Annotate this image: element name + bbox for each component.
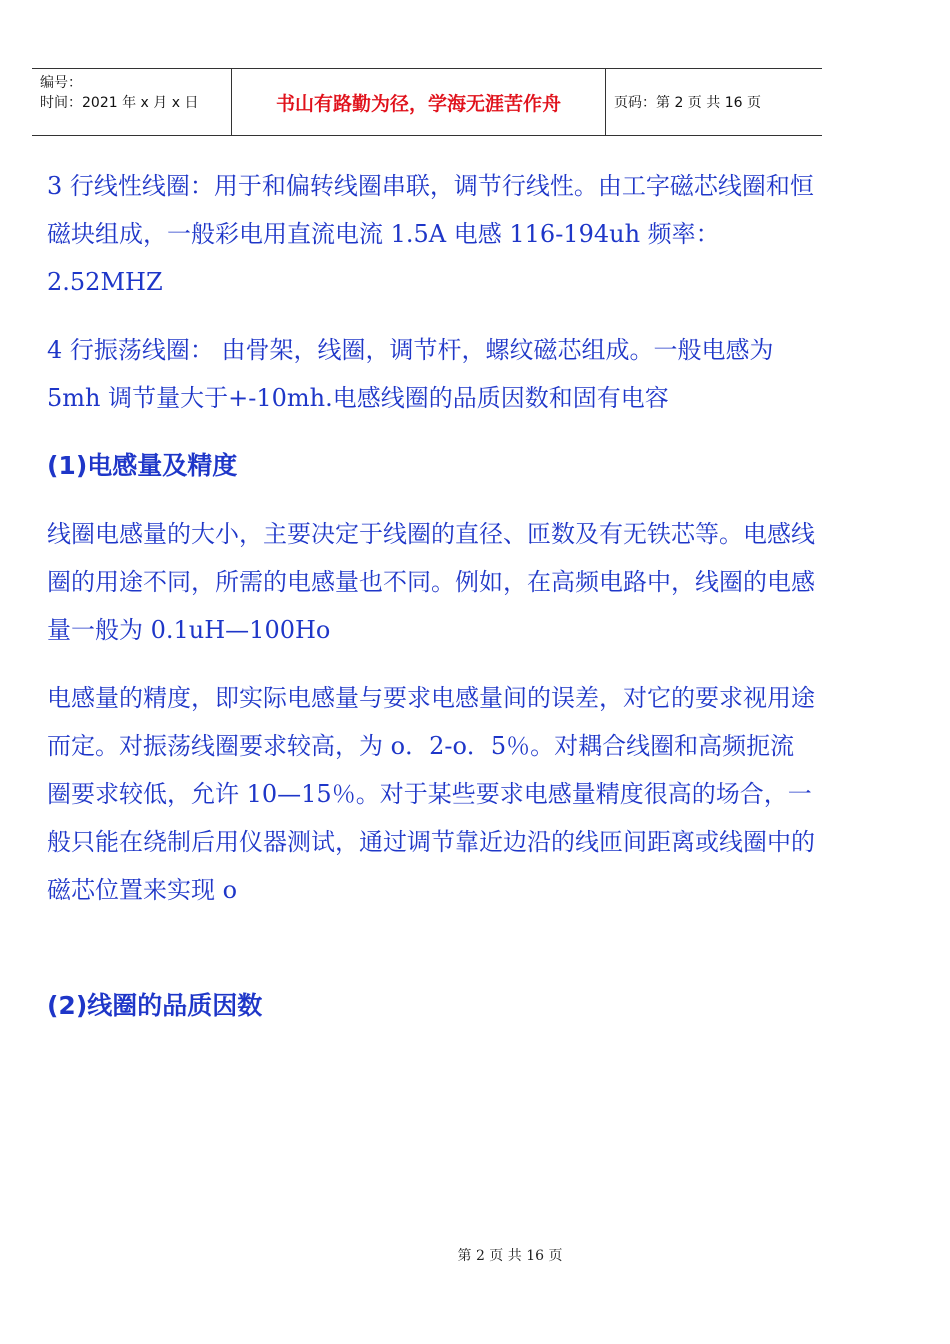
section-heading-inductance: (1)电感量及精度 [47,451,238,480]
section-heading-quality-factor: (2)线圈的品质因数 [47,991,263,1020]
header-motto: 书山有路勤为径，学海无涯苦作舟 [232,69,606,135]
header-meta [32,69,232,135]
time-label: 时间：2021 年 x 月 x 日 [40,95,199,111]
blank-line [47,934,817,982]
header-page-info: 页码：第 2 页 共 16 页 [614,95,761,111]
paragraph-inductance-size: 线圈电感量的大小，主要决定于线圈的直径、匝数及有无铁芯等。电感线圈的用途不同，所需的电感量也不同。例如，在高频电路中，线圈的电感量一般为 0.1uH—100Ho [47,520,815,644]
number-label: 编号： [40,75,82,91]
page-header [32,68,822,136]
paragraph-line-linearity-coil: 3 行线性线圈：用于和偏转线圈串联，调节行线性。由工字磁芯线圈和恒磁块组成，一般彩电用直流电流 1.5A 电感 116-194uh 频率：2.52MHZ [47,172,814,296]
paragraph-inductance-precision: 电感量的精度，即实际电感量与要求电感量间的误差，对它的要求视用途而定。对振荡线圈要求较高，为 o．2-o．5％。对耦合线圈和高频扼流圈要求较低，允许 10—15％。对于某些要求电感量精度很高的场合，一般只能在绕制后用仪器测试，通过调节靠近边沿的线匝间距离或线圈中的磁芯位置来实现 o [47,684,815,904]
document-body [47,162,817,1050]
page-footer: 第 2 页 共 16 页 [457,1248,563,1264]
paragraph-oscillation-coil: 4 行振荡线圈： 由骨架，线圈，调节杆，螺纹磁芯组成。一般电感为 5mh 调节量大于+-10mh.电感线圈的品质因数和固有电容 [47,336,774,412]
